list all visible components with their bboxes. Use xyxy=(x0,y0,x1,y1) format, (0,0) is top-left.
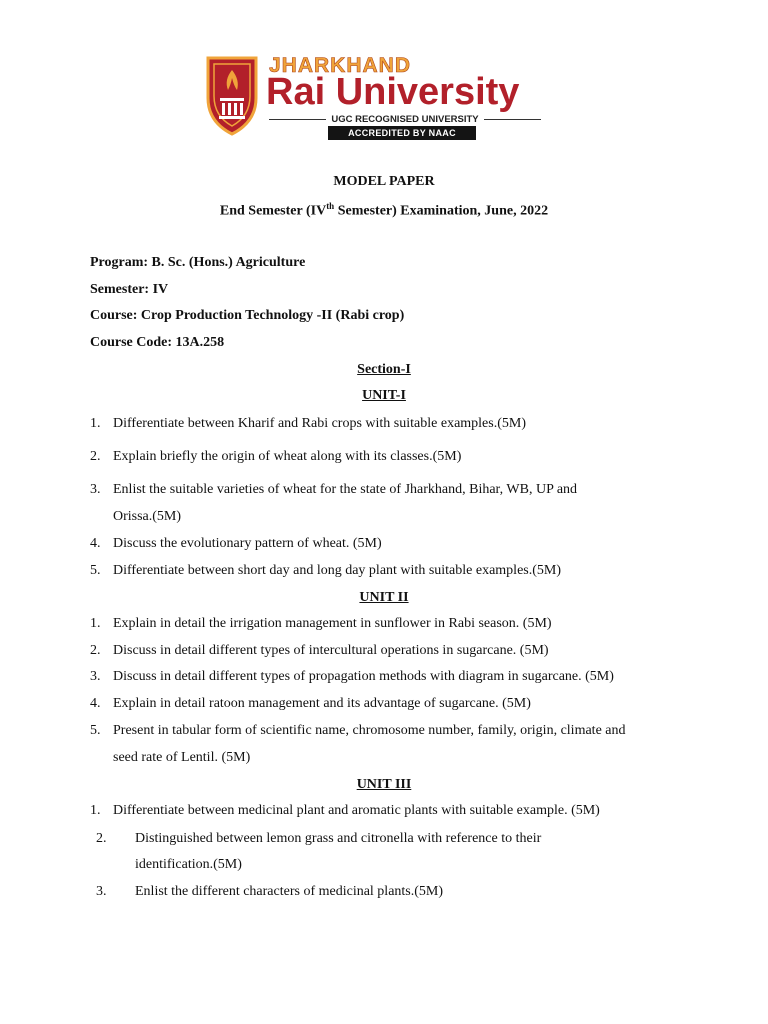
question-number: 3. xyxy=(90,669,101,684)
question-text: Explain briefly the origin of wheat along with its classes.(5M) xyxy=(113,449,462,464)
question-text: Differentiate between medicinal plant and aromatic plants with suitable example. (5M) xyxy=(113,803,600,818)
question-text: Differentiate between short day and long day plant with suitable examples.(5M) xyxy=(113,563,561,578)
question-text-line2: seed rate of Lentil. (5M) xyxy=(113,750,251,765)
program-line: Program: B. Sc. (Hons.) Agriculture xyxy=(90,255,306,270)
section-heading: Section-I xyxy=(357,362,411,377)
question-number: 5. xyxy=(90,563,101,578)
question-text: Enlist the different characters of medicinal plants.(5M) xyxy=(135,884,444,899)
unit-heading: UNIT II xyxy=(359,590,409,605)
question-text-line1: Enlist the suitable varieties of wheat for the state of Jharkhand, Bihar, WB, UP and xyxy=(113,482,578,497)
logo-ugc-text: UGC RECOGNISED UNIVERSITY xyxy=(331,113,479,125)
logo-name-top: JHARKHAND xyxy=(269,54,412,77)
question-text: Discuss the evolutionary pattern of wheat. (5M) xyxy=(113,536,382,551)
question-text-line1: Distinguished between lemon grass and citronella with reference to their xyxy=(135,831,542,846)
logo-name-main: Rai University xyxy=(266,71,520,113)
question-text: Explain in detail the irrigation management in sunflower in Rabi season. (5M) xyxy=(113,616,552,631)
question-text: Discuss in detail different types of intercultural operations in sugarcane. (5M) xyxy=(113,643,549,658)
question-number: 1. xyxy=(90,803,101,818)
question-number: 2. xyxy=(96,831,107,846)
exam-title xyxy=(0,201,768,220)
semester-line: Semester: IV xyxy=(90,282,169,297)
question-number: 1. xyxy=(90,416,101,431)
question-number: 4. xyxy=(90,696,101,711)
crest-icon xyxy=(204,50,260,144)
question-number: 3. xyxy=(96,884,107,899)
question-number: 3. xyxy=(90,482,101,497)
divider xyxy=(269,119,326,120)
question-text-line2: identification.(5M) xyxy=(135,857,242,872)
question-number: 1. xyxy=(90,616,101,631)
question-number: 4. xyxy=(90,536,101,551)
divider xyxy=(484,119,541,120)
university-logo xyxy=(204,50,572,144)
exam-title-pre: End Semester (IV xyxy=(219,203,327,219)
logo-naac-badge: ACCREDITED BY NAAC xyxy=(328,126,476,140)
logo-ugc-line xyxy=(269,112,541,126)
question-text-line1: Present in tabular form of scientific name, chromosome number, family, origin, climate and xyxy=(113,723,626,738)
question-text-line2: Orissa.(5M) xyxy=(113,509,182,524)
paper-title: MODEL PAPER xyxy=(333,174,435,189)
exam-title-sup: th xyxy=(326,201,335,211)
question-text: Explain in detail ratoon management and its advantage of sugarcane. (5M) xyxy=(113,696,531,711)
question-number: 5. xyxy=(90,723,101,738)
question-number: 2. xyxy=(90,643,101,658)
course-code-line: Course Code: 13A.258 xyxy=(90,335,225,350)
question-text: Discuss in detail different types of propagation methods with diagram in sugarcane. (5M) xyxy=(113,669,614,684)
question-text: Differentiate between Kharif and Rabi crops with suitable examples.(5M) xyxy=(113,416,526,431)
question-number: 2. xyxy=(90,449,101,464)
unit-heading: UNIT-I xyxy=(362,388,406,403)
exam-title-post: Semester) Examination, June, 2022 xyxy=(334,203,549,219)
course-line: Course: Crop Production Technology -II (Rabi crop) xyxy=(90,308,405,323)
unit-heading: UNIT III xyxy=(356,777,412,792)
